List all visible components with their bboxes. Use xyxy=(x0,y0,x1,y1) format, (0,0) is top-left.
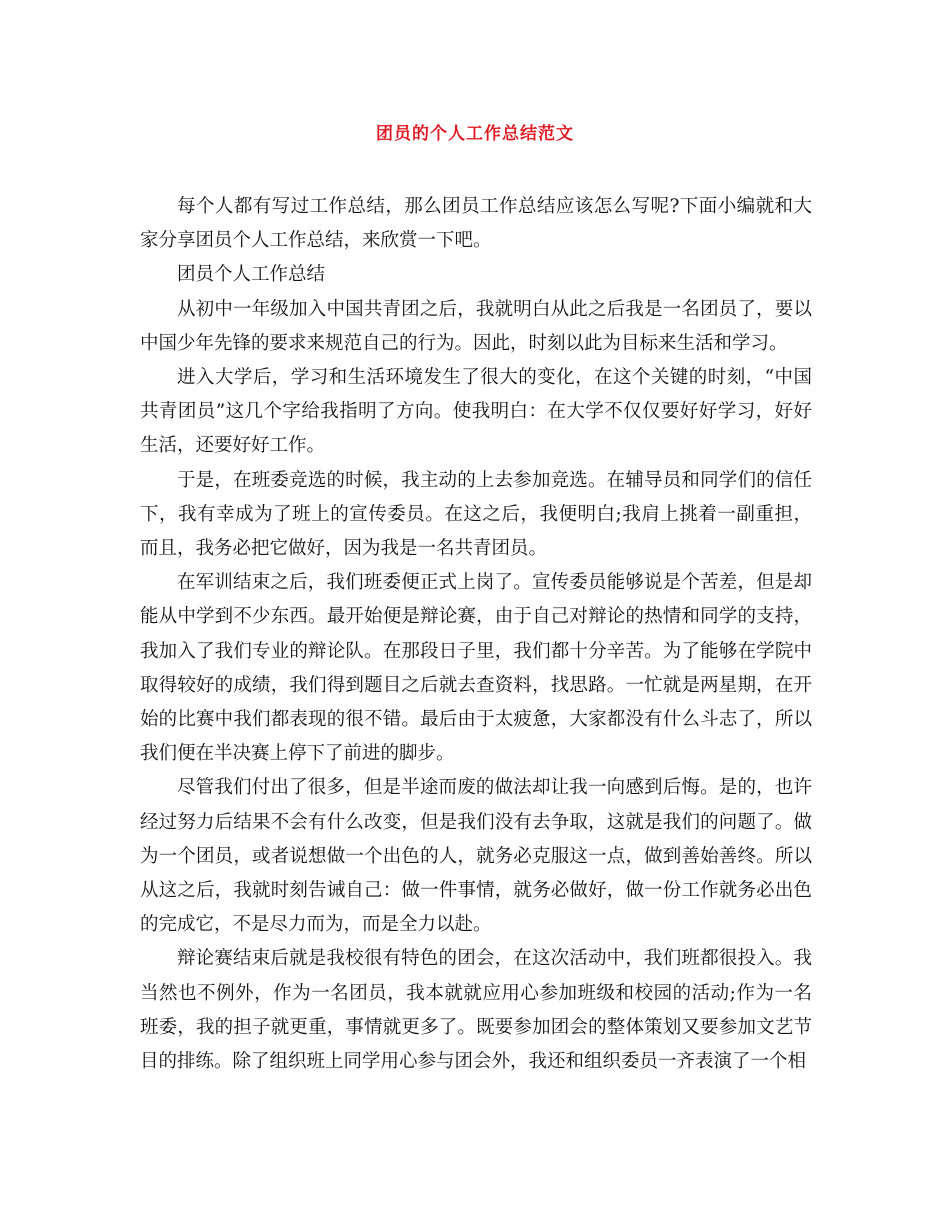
paragraph: 辩论赛结束后就是我校很有特色的团会，在这次活动中，我们班都很投入。我当然也不例外，作为一名团员，我本就就应用心参加班级和校园的活动;作为一名班委，我的担子就更重，事情就更多了。既要参加团会的整体策划又要参加文艺节目的排练。除了组织班上同学用心参与团会外，我还和组织委员一齐表演了一个相 xyxy=(140,948,812,1073)
document-title: 团员的个人工作总结范文 xyxy=(376,124,574,144)
paragraph-subheading: 团员个人工作总结 xyxy=(177,264,326,286)
paragraph-intro: 每个人都有写过工作总结，那么团员工作总结应该怎么写呢?下面小编就和大家分享团员个人工作总结，来欣赏一下吧。 xyxy=(140,196,812,252)
paragraph: 尽管我们付出了很多，但是半途而废的做法却让我一向感到后悔。是的，也许经过努力后结果不会有什么改变，但是我们没有去争取，这就是我们的问题了。做为一个团员，或者说想做一个出色的人，就务必克服这一点，做到善始善终。所以从这之后，我就时刻告诫自己：做一件事情，就务必做好，做一份工作就务必出色的完成它，不是尽力而为，而是全力以赴。 xyxy=(140,777,812,936)
paragraph: 进入大学后，学习和生活环境发生了很大的变化，在这个关键的时刻，“中国共青团员”这几个字给我指明了方向。使我明白：在大学不仅仅要好好学习，好好生活，还要好好工作。 xyxy=(140,367,812,457)
document-body xyxy=(140,190,812,1079)
paragraph: 在军训结束之后，我们班委便正式上岗了。宣传委员能够说是个苦差，但是却能从中学到不少东西。最开始便是辩论赛，由于自己对辩论的热情和同学的支持，我加入了我们专业的辩论队。在那段日子里，我们都十分辛苦。为了能够在学院中取得较好的成绩，我们得到题目之后就去查资料，找思路。一忙就是两星期，在开始的比赛中我们都表现的很不错。最后由于太疲惫，大家都没有什么斗志了，所以我们便在半决赛上停下了前进的脚步。 xyxy=(140,572,812,765)
paragraph: 从初中一年级加入中国共青团之后，我就明白从此之后我是一名团员了，要以中国少年先锋的要求来规范自己的行为。因此，时刻以此为目标来生活和学习。 xyxy=(140,298,812,354)
paragraph: 于是，在班委竞选的时候，我主动的上去参加竞选。在辅导员和同学们的信任下，我有幸成为了班上的宣传委员。在这之后，我便明白;我肩上挑着一副重担，而且，我务必把它做好，因为我是一名共青团员。 xyxy=(140,469,812,560)
